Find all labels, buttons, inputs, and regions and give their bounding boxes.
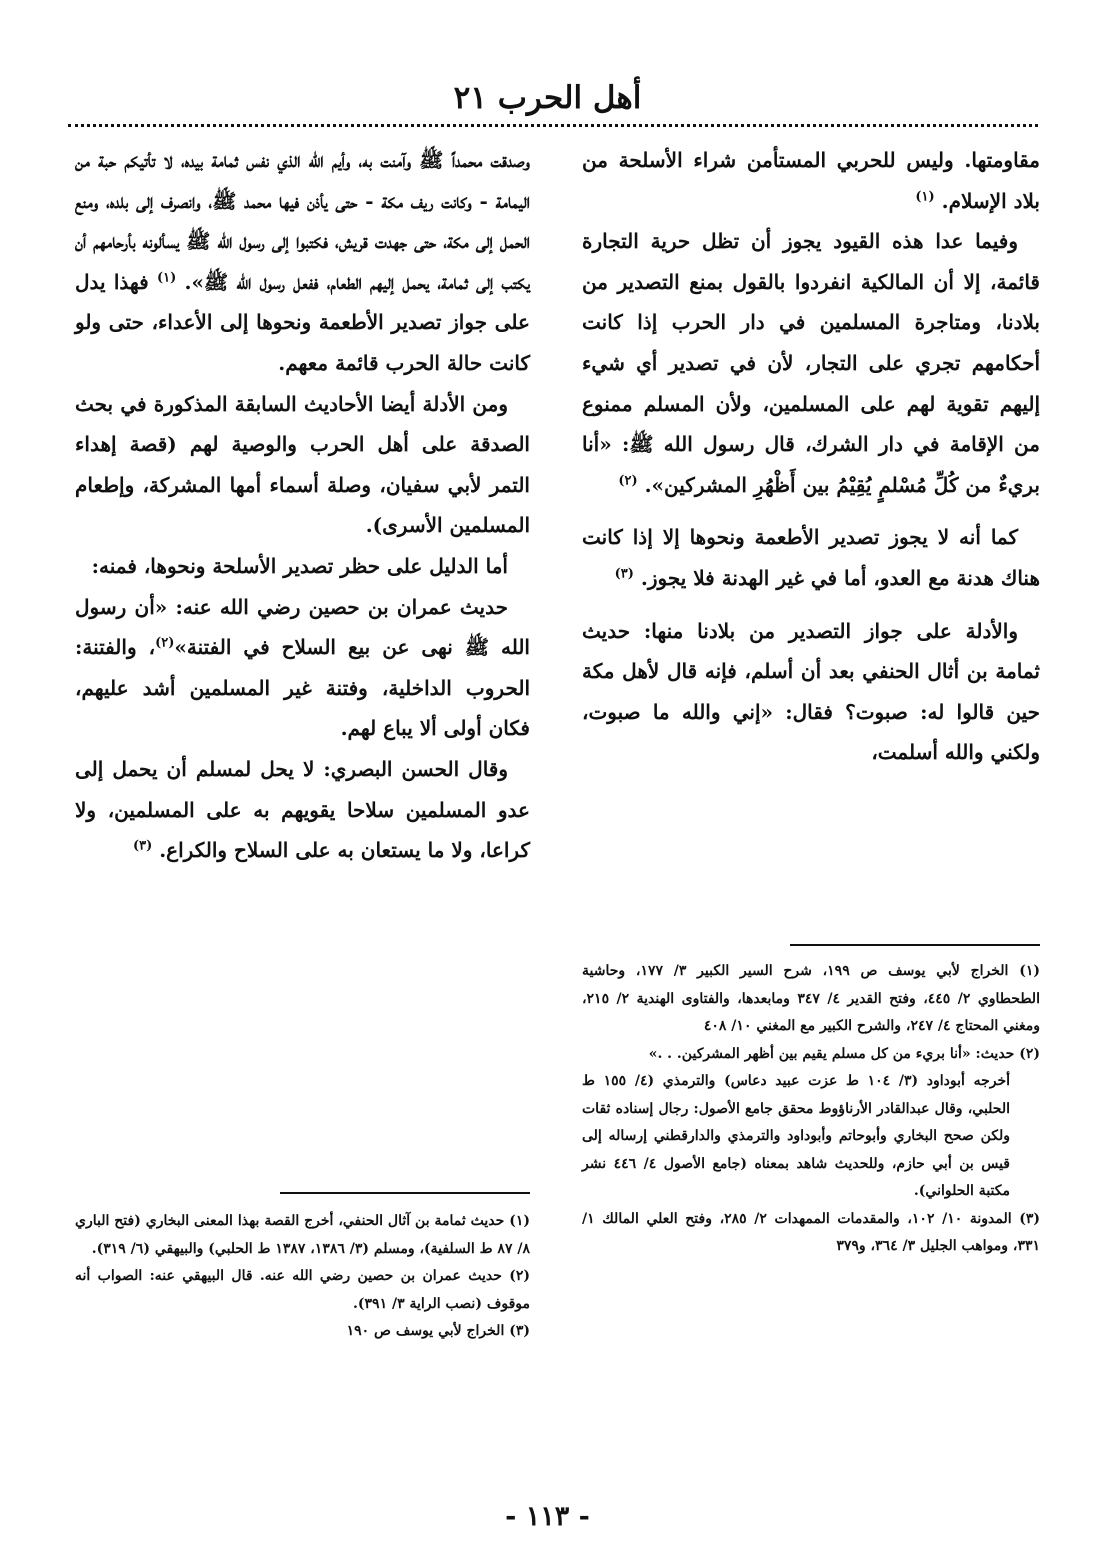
footnote-1: (١) حديث ثمامة بن آثال الحنفي، أخرج القصة بهذا المعنى البخاري (فتح الباري ٨/ ٨٧ ط السلفية)، ومسلم (٣/ ١٣٨٦، ١٣٨٧ ط الحلبي) والبيهقي (٦/ ٣١٩). bbox=[75, 1213, 530, 1257]
right-column bbox=[582, 140, 1040, 773]
footnote-2-continued: أخرجه أبوداود (٣/ ١٠٤ ط عزت عبيد دعاس) والترمذي (٤/ ١٥٥ ط الحلبي، وقال عبدالقادر الأرناؤوط محقق جامع الأصول: رجال إسناده ثقات ولكن صحح البخاري وأبوحاتم وأبوداود والترمذي والدارقطني إرساله إلى قيس بن أبي حازم، وللحديث شاهد بمعناه (جامع الأصول ٤/ ٤٤٦ نشر مكتبة الحلواني). bbox=[582, 1073, 1011, 1199]
right-paragraph-1: مقاومتها. وليس للحربي المستأمن شراء الأسلحة من بلاد الإسلام. $^{(١)}$ bbox=[582, 148, 1040, 213]
header-dotted-rule bbox=[68, 124, 1038, 127]
footnote-mark: (١) bbox=[156, 270, 177, 286]
footnote-mark: (٣) bbox=[132, 838, 153, 854]
left-footnotes bbox=[75, 1208, 530, 1346]
right-footnote-rule bbox=[790, 944, 1040, 946]
footnote-1: (١) الخراج لأبي يوسف ص ١٩٩، شرح السير الكبير ٣/ ١٧٧، وحاشية الطحطاوي ٢/ ٤٤٥، وفتح القدير ٤/ ٣٤٧ ومابعدها، والفتاوى الهندية ٢/ ٢١٥، ومغني المحتاج ٤/ ٢٤٧، والشرح الكبير مع المغني ١٠/ ٤٠٨ bbox=[582, 963, 1040, 1034]
footnote-mark: (١) bbox=[915, 188, 935, 204]
footnote-2: (٢) حديث: «أنا بريء من كل مسلم يقيم بين أظهر المشركين. . .» bbox=[648, 1045, 1040, 1062]
right-paragraph-2: وفيما عدا هذه القيود يجوز أن تظل حرية التجارة قائمة، إلا أن المالكية انفردوا بالقول بمنع التصدير من بلادنا، ومتاجرة المسلمين في دار الحرب إذا كانت أحكامهم تجري على التجار، لأن في تصدير أي شيء إليهم تقوية لهم على المسلمين، ولأن المسلم ممنوع من الإقامة في دار الشرك، قال رسول الله ﷺ: «أنا بريءٌ من كُلِّ مُسْلمٍ يُقِيْمُ بين أَظْهُرِ المشركين». $^{(٢)}$ bbox=[582, 229, 1041, 497]
footnote-3: (٣) الخراج لأبي يوسف ص ١٩٠ bbox=[346, 1323, 530, 1339]
right-paragraph-4: والأدلة على جواز التصدير من بلادنا منها: حديث ثمامة بن أثال الحنفي بعد أن أسلم، فإنه قال لأهل مكة حين قالوا له: صبوت؟ فقال: «إني والله ما صبوت، ولكني والله أسلمت، bbox=[582, 618, 1040, 765]
left-paragraph-1: وصدقت محمداً ﷺ وآمنت به، وأيم الله الذي نفس ثمامة بيده، لا تأتيكم حبة من اليمامة - وكانت ريف مكة - حتى يأذن فيها محمد ﷺ، وانصرف إلى بلده، ومنع الحمل إلى مكة، حتى جهدت قريش، فكتبوا إلى رسول الله ﷺ يسألونه بأرحامهم أن يكتب إلى ثمامة، يحمل إليهم الطعام، ففعل رسول الله ﷺ». $^{(١)}$ فهذا يدل على جواز تصدير الأطعمة ونحوها إلى الأعداء، حتى ولو كانت حالة الحرب قائمة معهم. bbox=[75, 148, 530, 375]
footnote-mark: (٢) bbox=[155, 635, 175, 651]
footnote-2: (٢) حديث عمران بن حصين رضي الله عنه. قال البيهقي عنه: الصواب أنه موقوف (نصب الراية ٣/ ٣٩١). bbox=[75, 1268, 530, 1312]
right-footnotes bbox=[582, 958, 1040, 1261]
left-paragraph-2: ومن الأدلة أيضا الأحاديث السابقة المذكورة في بحث الصدقة على أهل الحرب والوصية لهم (قصة إهداء التمر لأبي سفيان، وصلة أسماء أمها المشركة، وإطعام المسلمين الأسرى). bbox=[75, 391, 530, 538]
left-paragraph-5: وقال الحسن البصري: لا يحل لمسلم أن يحمل إلى عدو المسلمين سلاحا يقويهم به على المسلمين، ولا كراعا، ولا ما يستعان به على السلاح والكراع. $^{(٣)}$ bbox=[75, 756, 530, 863]
running-header: أهل الحرب ٢١ bbox=[453, 80, 642, 116]
left-column bbox=[75, 140, 530, 871]
footnote-mark: (٣) bbox=[614, 566, 634, 582]
right-paragraph-3: كما أنه لا يجوز تصدير الأطعمة ونحوها إلا إذا كانت هناك هدنة مع العدو، أما في غير الهدنة فلا يجوز. $^{(٣)}$ bbox=[582, 525, 1040, 590]
left-footnote-rule bbox=[280, 1192, 530, 1194]
left-paragraph-4: حديث عمران بن حصين رضي الله عنه: «أن رسول الله ﷺ نهى عن بيع السلاح في الفتنة»$^{(٢)}$، والفتنة: الحروب الداخلية، وفتنة غير المسلمين أشد عليهم، فكان أولى ألا يباع لهم. bbox=[75, 594, 530, 741]
left-paragraph-3: أما الدليل على حظر تصدير الأسلحة ونحوها، فمنه: bbox=[91, 553, 508, 578]
page-number: - ١١٣ - bbox=[505, 1501, 590, 1532]
footnote-3: (٣) المدونة ١٠/ ١٠٢، والمقدمات الممهدات ٢/ ٢٨٥، وفتح العلي المالك ١/ ٣٣١، ومواهب الجليل ٣/ ٣٦٤، و٣٧٩ bbox=[582, 1210, 1041, 1254]
footnote-mark: (٢) bbox=[618, 473, 638, 489]
